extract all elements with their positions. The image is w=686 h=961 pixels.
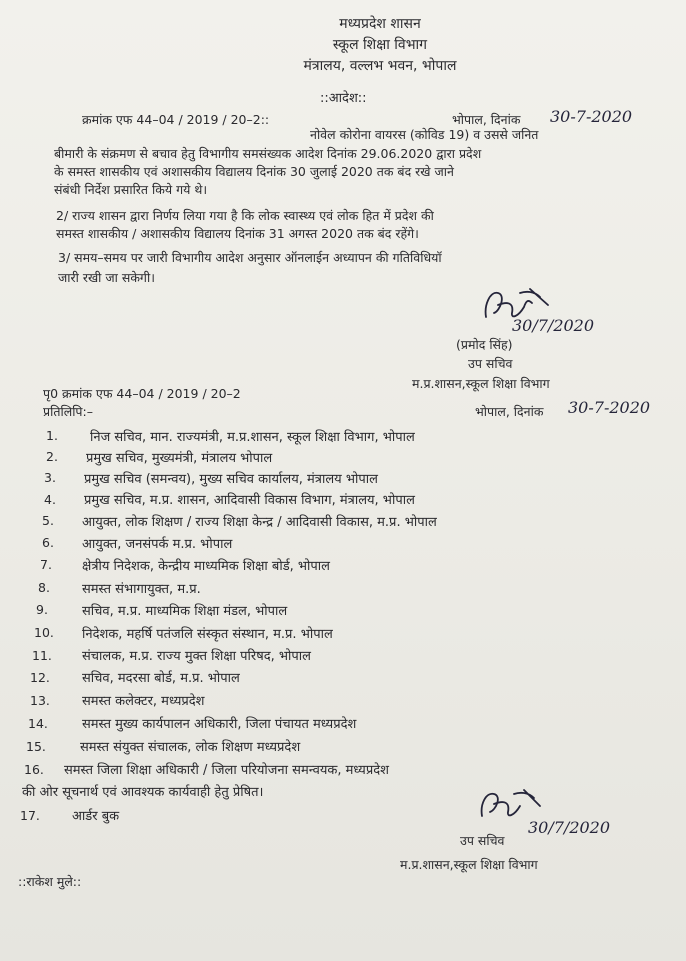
list-item-number: 12.: [30, 670, 50, 685]
list-item-number: 9.: [36, 602, 48, 617]
order-number: क्रमांक एफ 44–04 / 2019 / 20–2::: [82, 112, 270, 127]
list-item: निदेशक, महर्षि पतंजलि संस्कृत संस्थान, म.प्र. भोपाल: [82, 627, 333, 642]
header-address: मंत्रालय, वल्लभ भवन, भोपाल: [303, 58, 457, 74]
list-item-number: 4.: [44, 492, 56, 507]
signatory-office: म.प्र.शासन,स्कूल शिक्षा विभाग: [400, 857, 538, 872]
list-item-number: 15.: [26, 739, 46, 754]
list-item: समस्त जिला शिक्षा अधिकारी / जिला परियोजना समन्वयक, मध्यप्रदेश: [64, 763, 389, 778]
para1-line: नोवेल कोरोना वायरस (कोविड 19) व उससे जनित: [310, 127, 539, 142]
list-item: समस्त संभागायुक्त, म.प्र.: [82, 582, 201, 597]
para2-line: समस्त शासकीय / अशासकीय विद्यालय दिनांक 31 अगस्त 2020 तक बंद रहेंगे।: [56, 226, 419, 241]
para1-line: संबंधी निर्देश प्रसारित किये गये थे।: [54, 182, 208, 197]
para1-line: के समस्त शासकीय एवं अशासकीय विद्यालय दिनांक 30 जुलाई 2020 तक बंद रखे जाने: [54, 164, 454, 179]
list-item: क्षेत्रीय निदेशक, केन्द्रीय माध्यमिक शिक्षा बोर्ड, भोपाल: [82, 559, 330, 574]
signatory-designation: उप सचिव: [460, 833, 505, 848]
list-item-number: 2.: [46, 449, 58, 464]
handwritten-date-endorsement: 30-7-2020: [568, 398, 651, 417]
list-item: प्रमुख सचिव (समन्वय), मुख्य सचिव कार्यालय, मंत्रालय भोपाल: [84, 472, 378, 487]
list-item-number: 8.: [38, 580, 50, 595]
list-item-number: 3.: [44, 470, 56, 485]
handwritten-date-order: 30-7-2020: [550, 107, 633, 126]
list-item-number: 10.: [34, 625, 54, 640]
list-item: आर्डर बुक: [72, 809, 120, 824]
list-item: समस्त संयुक्त संचालक, लोक शिक्षण मध्यप्रदेश: [80, 740, 301, 755]
list-item: निज सचिव, मान. राज्यमंत्री, म.प्र.शासन, स्कूल शिक्षा विभाग, भोपाल: [90, 430, 415, 445]
list-item: आयुक्त, जनसंपर्क म.प्र. भोपाल: [82, 537, 233, 552]
para3-line: 3/ समय–समय पर जारी विभागीय आदेश अनुसार ऑनलाईन अध्यापन की गतिविधियॉ: [58, 250, 442, 265]
list-item-number: 13.: [30, 693, 50, 708]
forward-note: की ओर सूचनार्थ एवं आवश्यक कार्यवाही हेतु प्रेषित।: [22, 785, 264, 800]
list-item-number: 1.: [46, 428, 58, 443]
handwritten-date-sign1: 30/7/2020: [512, 316, 595, 335]
list-item-number: 17.: [20, 808, 40, 823]
list-item-number: 11.: [32, 648, 52, 663]
copy-to-label: प्रतिलिपि:–: [43, 404, 93, 419]
list-item: समस्त कलेक्टर, मध्यप्रदेश: [82, 694, 205, 709]
list-item: सचिव, म.प्र. माध्यमिक शिक्षा मंडल, भोपाल: [82, 604, 288, 619]
para3-line: जारी रखी जा सकेगी।: [58, 270, 155, 285]
header-department: स्कूल शिक्षा विभाग: [332, 37, 428, 53]
signatory-office: म.प्र.शासन,स्कूल शिक्षा विभाग: [412, 376, 550, 391]
order-title: ::आदेश::: [320, 91, 367, 106]
typist-name: ::राकेश मुले::: [18, 874, 82, 889]
para1-line: बीमारी के संक्रमण से बचाव हेतु विभागीय समसंख्यक आदेश दिनांक 29.06.2020 द्वारा प्रदेश: [54, 146, 482, 161]
list-item-number: 7.: [40, 557, 52, 572]
list-item: समस्त मुख्य कार्यपालन अधिकारी, जिला पंचायत मध्यप्रदेश: [82, 717, 357, 732]
endorsement-place-date: भोपाल, दिनांक: [475, 404, 544, 419]
endorsement-number: पृ0 क्रमांक एफ 44–04 / 2019 / 20–2: [43, 386, 241, 401]
list-item: सचिव, मदरसा बोर्ड, म.प्र. भोपाल: [82, 671, 240, 686]
para2-line: 2/ राज्य शासन द्वारा निर्णय लिया गया है कि लोक स्वास्थ्य एवं लोक हित में प्रदेश की: [56, 208, 434, 223]
list-item-number: 5.: [42, 513, 54, 528]
list-item: प्रमुख सचिव, मुख्यमंत्री, मंत्रालय भोपाल: [86, 451, 273, 466]
handwritten-date-sign2: 30/7/2020: [528, 818, 611, 837]
list-item: आयुक्त, लोक शिक्षण / राज्य शिक्षा केन्द्र / आदिवासी विकास, म.प्र. भोपाल: [82, 515, 437, 530]
order-place-date: भोपाल, दिनांक: [452, 112, 521, 127]
list-item-number: 6.: [42, 535, 54, 550]
list-item: प्रमुख सचिव, म.प्र. शासन, आदिवासी विकास विभाग, मंत्रालय, भोपाल: [84, 493, 415, 508]
header-government: मध्यप्रदेश शासन: [339, 16, 421, 32]
signatory-designation: उप सचिव: [468, 356, 513, 371]
list-item: संचालक, म.प्र. राज्य मुक्त शिक्षा परिषद, भोपाल: [82, 649, 311, 664]
signatory-name: (प्रमोद सिंह): [456, 337, 513, 352]
list-item-number: 14.: [28, 716, 48, 731]
list-item-number: 16.: [24, 762, 44, 777]
